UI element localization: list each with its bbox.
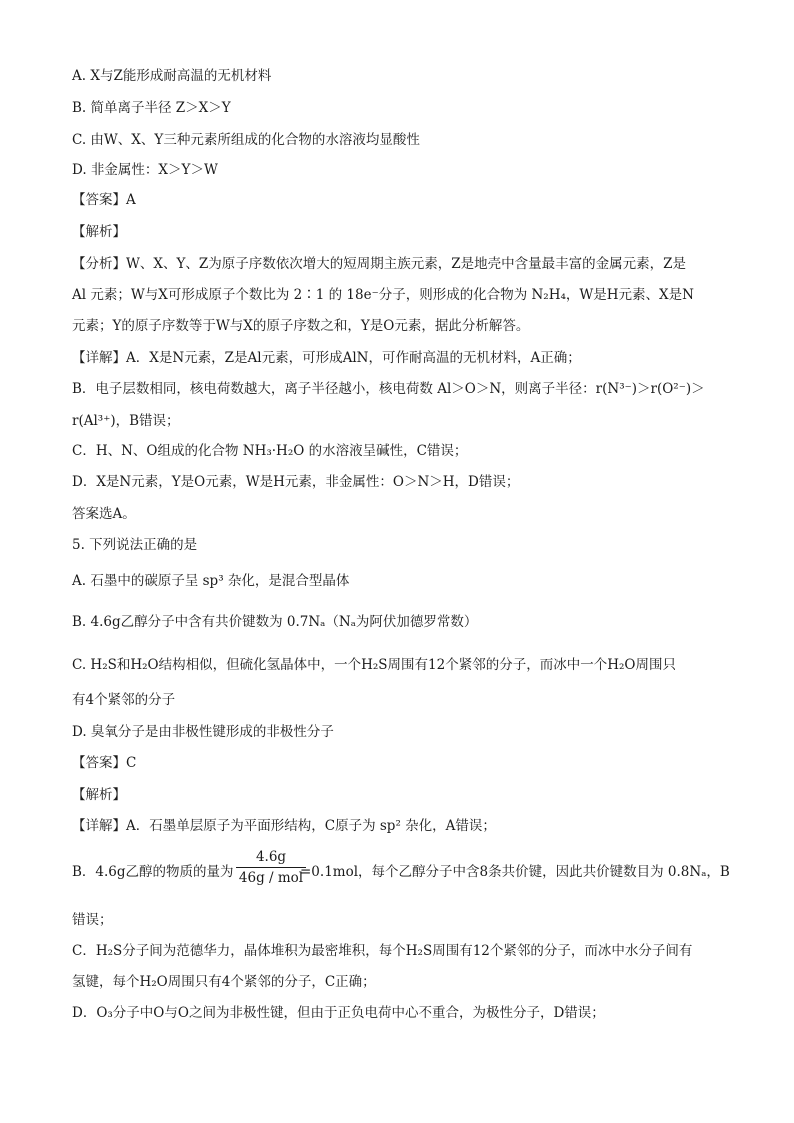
ln-11: r(Al³⁺)，B错误； [72, 413, 180, 429]
ln-7: Al 元素；W与X可形成原子个数比为 2∶1 的 18e⁻分子，则形成的化合物为 N₂H₄，W是H元素、X是N [72, 287, 694, 303]
ln-5: 【解析】 [72, 224, 126, 240]
ln-28: 氢键，每个H₂O周围只有4个紧邻的分子，C正确； [72, 974, 376, 990]
ln-9: 【详解】A．X是N元素，Z是Al元素，可形成AlN，可作耐高温的无机材料，A正确； [72, 350, 581, 366]
fraction-numerator: 4.6g [255, 849, 287, 865]
ln-3: D. 非金属性：X＞Y＞W [72, 162, 218, 178]
ln-27: C．H₂S分子间为范德华力，晶体堆积为最密堆积，每个H₂S周围有12个紧邻的分子，而冰中水分子间有 [72, 943, 693, 959]
fraction-denominator: 46g / mol [238, 870, 304, 886]
ln-15: 5. 下列说法正确的是 [72, 537, 198, 553]
ln-10: B．电子层数相同，核电荷数越大，离子半径越小，核电荷数 Al＞O＞N，则离子半径：r(N³⁻)＞r(O²⁻)＞ [72, 381, 705, 397]
ln-2: C. 由W、X、Y三种元素所组成的化合物的水溶液均显酸性 [72, 132, 420, 148]
ln-23: 【详解】A．石墨单层原子为平面形结构，C原子为 sp² 杂化，A错误； [72, 818, 496, 834]
ln-21: 【答案】C [72, 755, 137, 771]
ln-26: 错误； [72, 912, 113, 928]
ln-25: =0.1mol，每个乙醇分子中含8条共价键，因此共价键数目为 0.8Nₐ，B [300, 864, 730, 880]
ln-18: C. H₂S和H₂O结构相似，但硫化氢晶体中，一个H₂S周围有12个紧邻的分子，而冰中一个H₂O周围只 [72, 657, 676, 673]
fraction-bar [236, 867, 306, 868]
ln-16: A. 石墨中的碳原子呈 sp³ 杂化，是混合型晶体 [72, 573, 350, 589]
ln-14: 答案选A。 [72, 506, 136, 522]
ln-17: B. 4.6g乙醇分子中含有共价键数为 0.7Nₐ（Nₐ为阿伏加德罗常数） [72, 614, 478, 630]
ln-13: D．X是N元素，Y是O元素，W是H元素，非金属性：O＞N＞H，D错误； [72, 474, 520, 490]
ln-20: D. 臭氧分子是由非极性键形成的非极性分子 [72, 724, 334, 740]
ln-24: B．4.6g乙醇的物质的量为 [72, 864, 234, 880]
ln-0: A. X与Z能形成耐高温的无机材料 [72, 68, 272, 84]
ln-22: 【解析】 [72, 787, 126, 803]
ln-19: 有4个紧邻的分子 [72, 692, 176, 708]
ln-8: 元素；Y的原子序数等于W与X的原子序数之和，Y是O元素，据此分析解答。 [72, 318, 530, 334]
ln-4: 【答案】A [72, 192, 136, 208]
ln-1: B. 简单离子半径 Z＞X＞Y [72, 100, 231, 116]
fraction [236, 848, 306, 887]
ln-29: D．O₃分子中O与O之间为非极性键，但由于正负电荷中心不重合，为极性分子，D错误； [72, 1005, 605, 1021]
ln-6: 【分析】W、X、Y、Z为原子序数依次增大的短周期主族元素，Z是地壳中含量最丰富的金属元素，Z是 [72, 256, 687, 272]
ln-12: C．H、N、O组成的化合物 NH₃·H₂O 的水溶液呈碱性，C错误； [72, 443, 468, 459]
